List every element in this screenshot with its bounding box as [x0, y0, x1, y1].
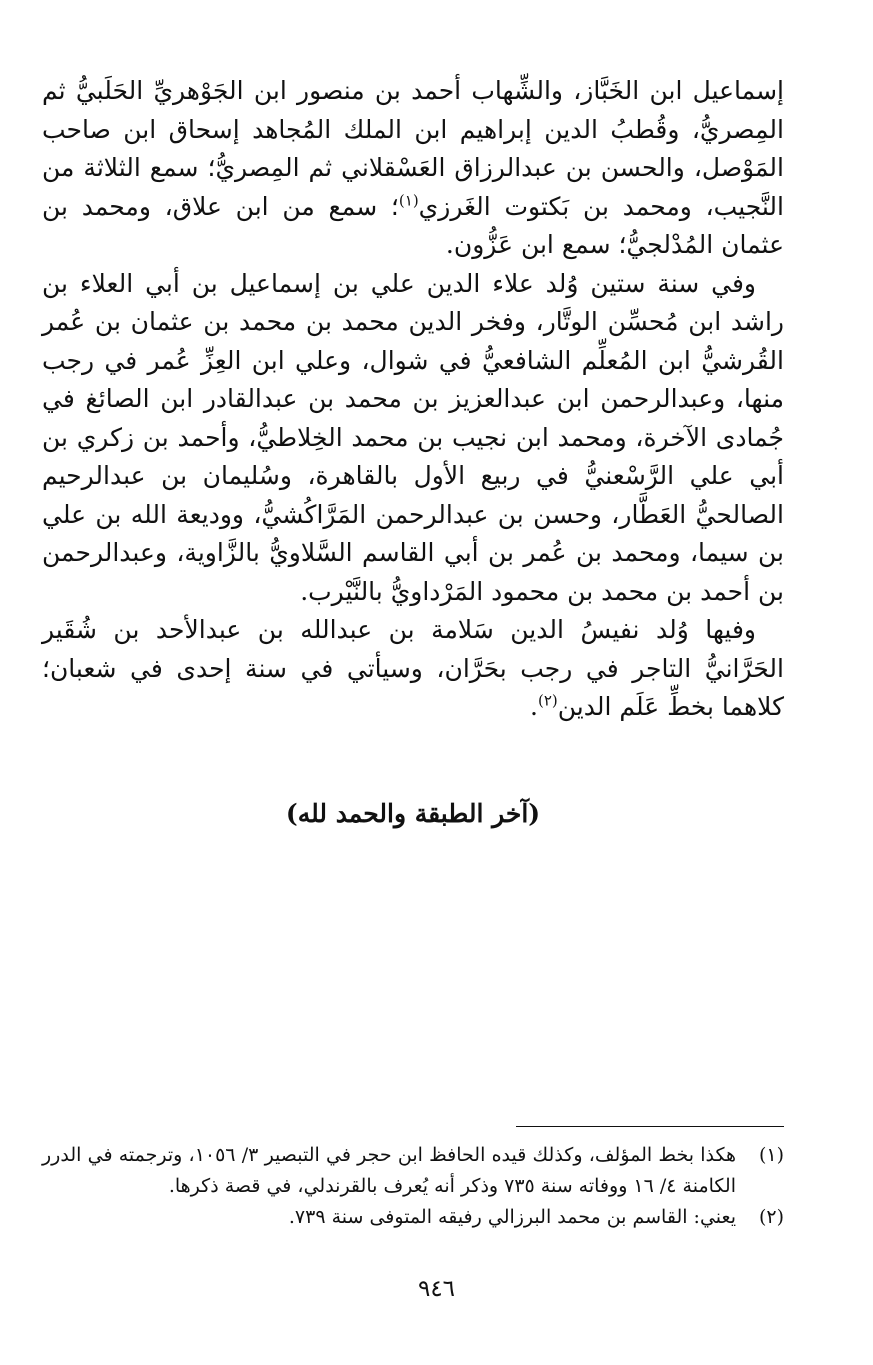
text-segment: وفي سنة ستين وُلد علاء الدين علي بن إسماعيل بن أبي العلاء بن راشد ابن مُحسِّن الوتَّار، وفخر الدين محمد بن محمد بن عثمان بن عُمر القُرشيُّ ابن المُعلِّم الشافعيُّ في شوال، وعلي ابن العِزِّ عُمر في رجب منها، وعبدالرحمن ابن عبدالعزيز بن محمد بن عبدالقادر ابن الصائغ في جُمادى الآخرة، ومحمد ابن نجيب بن محمد الخِلاطيُّ، وأحمد بن زكري بن أبي علي الرَّسْعنيُّ في ربيع الأول بالقاهرة، وسُليمان بن عبدالرحيم الصالحيُّ العَطَّار، وحسن بن عبدالرحمن المَرَّاكُشيُّ، ووديعة الله بن علي بن سيما، ومحمد بن عُمر بن أبي القاسم السَّلاويُّ بالزَّاوية، وعبدالرحمن بن أحمد بن محمد بن محمود المَرْداويُّ بالنَّيْرب.: [42, 268, 784, 606]
section-closing: (آخر الطبقة والحمد لله): [285, 799, 541, 828]
main-text: [42, 72, 784, 727]
footnote-divider: [516, 1126, 784, 1127]
text-segment: وفيها وُلد نفيسُ الدين سَلامة بن عبدالله بن عبدالأحد بن شُقَير الحَرَّانيُّ التاجر في رجب بحَرَّان، وسيأتي في سنة إحدى في شعبان؛ كلاهما بخطِّ عَلَم الدين: [42, 615, 784, 721]
page-number: ٩٤٦: [417, 1276, 456, 1302]
text-segment: ؛ سمع من ابن علاق، ومحمد بن عثمان المُدْلجيُّ؛ سمع ابن عَزُّون.: [42, 191, 784, 259]
footnote-ref: (١): [398, 191, 419, 210]
footnote-number: (١): [758, 1144, 784, 1166]
paragraph: [42, 611, 784, 727]
footnote-text: يعني: القاسم بن محمد البرزالي رفيقه المتوفى سنة ٧٣٩.: [288, 1206, 736, 1228]
paragraph: [42, 265, 784, 612]
text-segment: .: [530, 692, 538, 721]
footnotes: [42, 1140, 784, 1233]
footnote: [42, 1202, 784, 1233]
footnote-text: هكذا بخط المؤلف، وكذلك قيده الحافظ ابن حجر في التبصير ٣/ ١٠٥٦، وترجمته في الدرر الكامنة ٤/ ١٦ ووفاته سنة ٧٣٥ وذكر أنه يُعرف بالقرندلي، في قصة ذكرها.: [42, 1144, 736, 1197]
paragraph: [42, 72, 784, 265]
footnote: [42, 1140, 784, 1202]
text-segment: إسماعيل ابن الخَبَّاز، والشِّهاب أحمد بن منصور ابن الجَوْهريِّ الحَلَبيُّ ثم المِصريُّ، وقُطبُ الدين إبراهيم ابن الملك المُجاهد إسحاق ابن صاحب المَوْصل، والحسن بن عبدالرزاق العَسْقلاني ثم المِصريُّ؛ سمع الثلاثة من النَّجيب، ومحمد بن بَكتوت الغَرزي: [42, 76, 784, 221]
footnote-number: (٢): [758, 1206, 784, 1228]
footnote-ref: (٢): [537, 691, 558, 710]
